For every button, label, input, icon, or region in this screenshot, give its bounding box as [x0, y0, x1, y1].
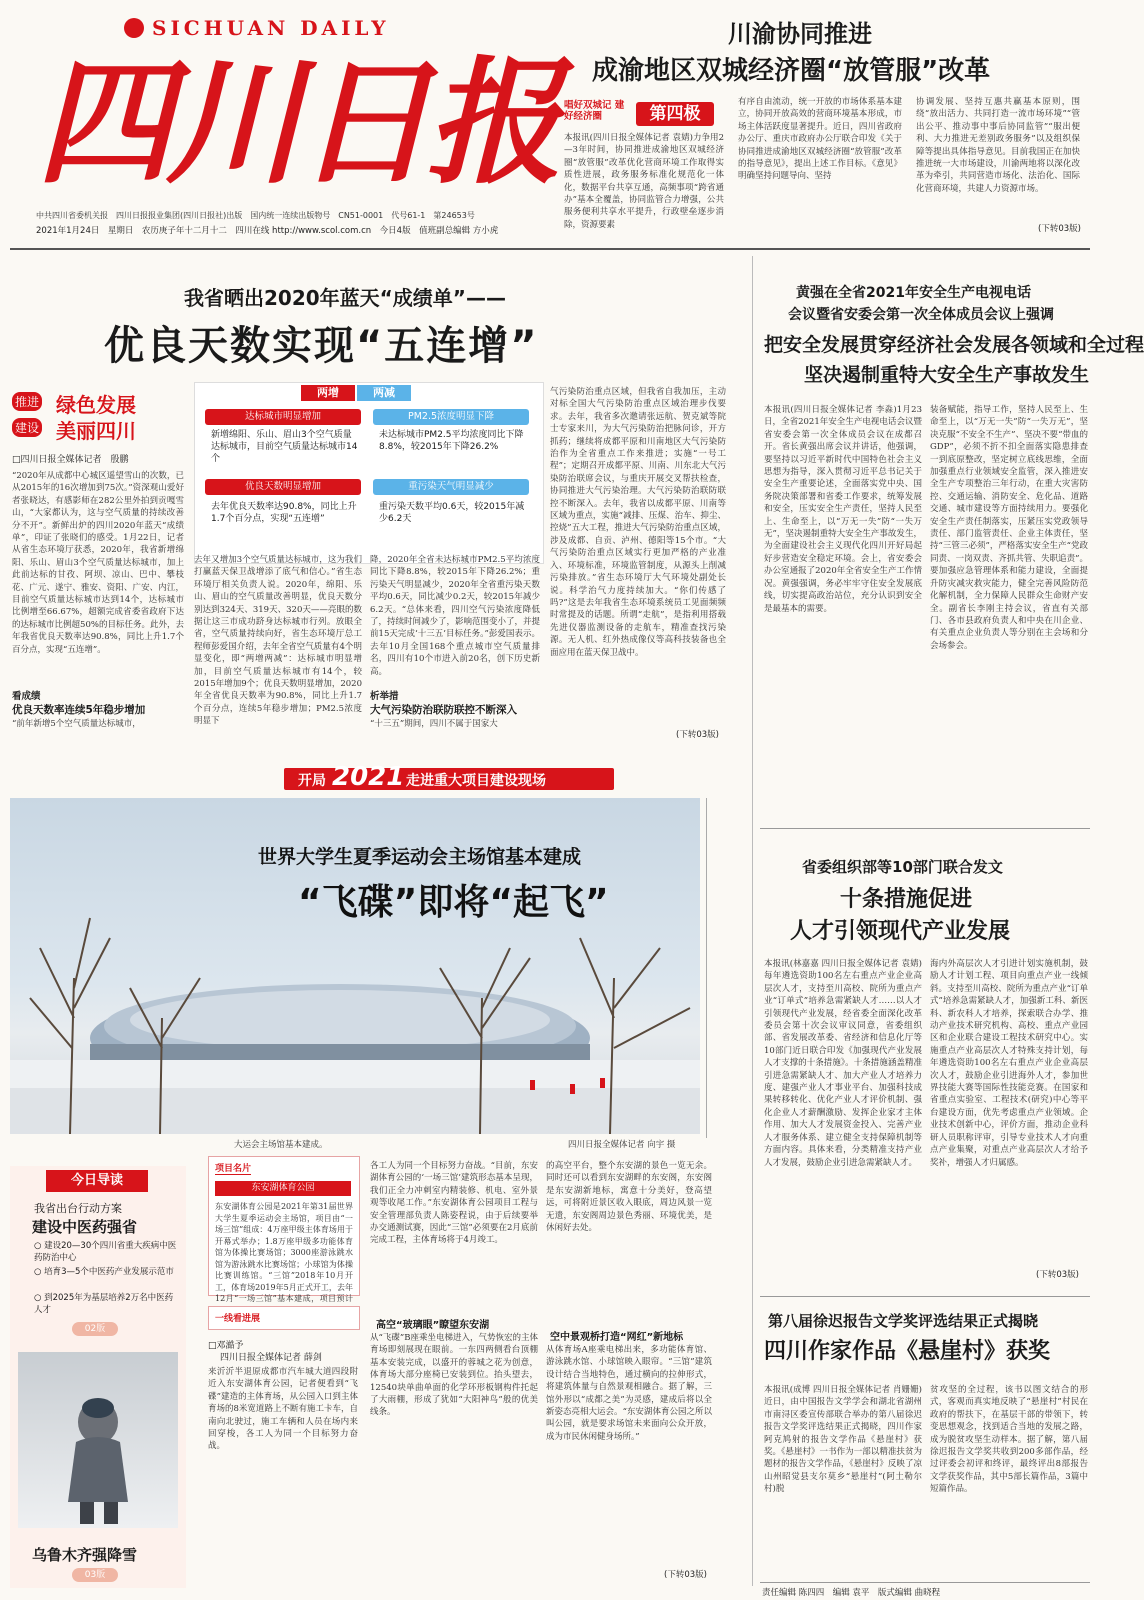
main-story-column-4: 气污染防治重点区域，但我省自我加压，主动对标全国大气污染防治重点区域治理步伐要求。去年，我省多次邀请张远航、贺克斌等院士专家来川，为大气污染防治把脉问诊，开方抓药；继续将成都平原和川南地区大气污染防治作为全省重点工作来推进；实施“一号工程”；定期召开成都平原、川南、川东北大气污染防治联席会议，与重庆开展交叉帮扶检查，协同推进大气污染治理。大气污染防治联防联控不断深入。去年，我省以成都平原、川南等区域为重点，实施“减排、压煤、治车、抑尘、控烧”五大工程，推进大气污染防治重点区域，涉及成都、自贡、泸州、德阳等15个市。“大气污染防治重点区域实行更加严格的产业准入、环境标准，环境监管制度，从源头上削减污染排放。”省生态环境厅大气环境处副处长说。科学治气力度持续加大。“你们传感了吗?”这是去年我省生态环境系统员工见面频频时常提及的话题。所谓“走航”，是指利用搭载先进仪器监测设备的走航车，精准查找污染源。无人机、红外热成像仪等高科技装备也全面应用在蓝天保卫战中。: [550, 387, 726, 658]
infographic-tab-decrease: 两减: [357, 385, 411, 401]
safety-column-2: 装备赋能，指导工作，坚持人民至上、生命至上，以“万无一失”防“一失万无”，坚决克服“不安全不生产”、坚决不要“带血的GDP”，必须不折不扣全面落实隐患排查一到底原整改，坚定树立底线思维，全面加强重点行业领域安全监管，深入推进安全生产专项整治三年行动，在重大灾害防控、交通运输、消防安全、危化品、道路交通、城市建设等方面持续用力。要强化安全生产责任制落实，压紧压实党政领导责任、部门监管责任、企业主体责任，坚持“三管三必须”，严格落实安全生产“党政同责、一岗双责、齐抓共管、失职追责”。要加强应急管理体系和能力建设，全面提升防灾减灾救灾能力，健全完善风险防范化解机制，全力保障人民群众生命财产安全。副省长李刚主持会议，省直有关部门、各市县政府负责人和中央在川企业、有关重点企业负责人等分别在主会场和分会场参会。: [930, 405, 1088, 651]
main-story-sub-1-title: 优良天数率连续5年稳步增加: [12, 704, 146, 716]
progress-label-box: [208, 1306, 360, 1330]
banner-pre: 开局: [298, 773, 326, 789]
today-guide-header: 今日导读: [46, 1170, 148, 1192]
guide-item-1-page-badge[interactable]: 02版: [72, 1322, 118, 1336]
main-story-sub-2: 大气污染防治联防联控不断深入: [370, 704, 517, 716]
main-story: [8, 256, 744, 756]
safety-column-1: 本报讯(四川日报全媒体记者 李淼)1月23日，全省2021年安全生产电视电话会议暨省安委会第一次全体成员会议在成都召开。省长黄强出席会议并讲话，他强调，要坚持以习近平新时代中国特色社会主义思想为指导，深入贯彻习近平总书记关于安全生产重要论述，全面落实党中央、国务院决策部署和省委工作要求，统筹发展和安全，压实安全生产责任，坚持人民至上、生命至上，以“万无一失”防“一失万无”，坚决遏制重特大安全生产事故发生，为全面建设社会主义现代化四川开好局起好步营造安全稳定环境。会上，省安委会办公室通报了2020年全省安全生产工作情况。黄强强调，务必牢牢守住安全发展底线，切实提高政治站位，充分认识到安全是最基本的需要。: [764, 405, 922, 614]
masthead-brand-cn: 四川日报: [36, 43, 556, 203]
infographic-box-1-text: 新增绵阳、乐山、眉山3个空气质量达标城市，目前空气质量达标城市14个: [211, 430, 358, 464]
talent-title-1: 十条措施促进: [840, 887, 973, 912]
project-sub-1: 高空“玻璃眼”瞭望东安湖: [376, 1320, 490, 1331]
main-story-turn-page: (下转03版): [676, 730, 719, 740]
award-kicker: 第八届徐迟报告文学奖评选结果正式揭晓: [768, 1312, 1039, 1330]
project-card-label: 项目名片: [215, 1161, 251, 1175]
talent-column-1: 本报讯(林嘉嘉 四川日报全媒体记者 袁婧)每年遴选资助100名左右重点产业企业高层次人才，支持至川高校、院所为重点产业“订单式”培养急需紧缺人才……以人才引领现代产业发展，经省委全面深化改革委员会第十次会议审议同意，省委组织部、省发展改革委、省经济和信息化厅等10部门近日联合印发《加强现代产业发展人才支撑的十条措施》。十条措施涵盖精准引进急需紧缺人才、加大产业人才培养力度、建强产业人才事业平台、加强科技成果转移转化、优化产业人才评价机制、强化企业人才薪酬激励、发挥企业家才主体作用、加大人才发展资金投入、完善产业人才服务体系、建立健全支持保障机制等方面内容。具体来看，分类精准支持产业人才发展，鼓励企业引进急需紧缺人才。: [764, 959, 922, 1168]
guide-item-1-bullet-1: ○ 建设20—30个四川省重大疾病中医药防治中心: [34, 1241, 177, 1263]
project-card-name: 东安湖体育公园: [215, 1181, 351, 1196]
label-push: 推进: [12, 392, 42, 411]
photo-title: “飞碟”即将“起飞”: [298, 882, 609, 923]
project-column-2b: 从“飞碟”B座乘坐电梯进入，气势恢宏的主体育场即刻展现在眼前。一东四两侧看台顶棚基本安装完成，以盛开的蓉城之花为创意，体育场大部分座椅已安装到位。抬头望去，12540块单曲单面的化学环形板钢构件托起了大雨棚，形成了犹如“大阳神鸟”般的优美线条。: [370, 1333, 538, 1418]
main-story-column-2: 去年又增加3个空气质量达标城市，这为我们打赢蓝天保卫战增添了底气和信心。”省生态环境厅相关负责人说。2020年，绵阳、乐山、眉山的空气质量改善明显，优良天数分别达到324天、319天、320天——亮眼的数据让这三市成功跻身达标城市行列。放眼全省，空气质量持续向好，省生态环境厅总工程师彭爱国介绍，去年全省空气质量有4个明显变化，即“两增两减”：达标城市明显增加，目前空气质量达标城市有14个，较2015年增加9个；优良天数明显增加，2020年全省优良天数率为90.8%，同比上升1.7个百分点，连续5年稳步增加；PM2.5浓度明显下: [194, 555, 362, 727]
project-card-text: 东安湖体育公园是2021年第31届世界大学生夏季运动会主场馆，项目由“一场三馆”组成：4万座甲级主体育场用于开幕式举办；1.8万座甲级多功能体育馆为体操比赛场馆；3000座游泳跳水馆为游泳跳水比赛场馆；小球馆为体操比赛训练馆。“三馆”2018年10月开工，体育场2019年5月正式开工，去年12月“一场三馆”基本建成，项目预计: [215, 1202, 353, 1303]
safety-kicker-1: 黄强在全省2021年安全生产电视电话: [796, 285, 1031, 301]
air-quality-infographic: [194, 382, 544, 564]
infographic-tab-increase: 两增: [301, 385, 355, 401]
masthead-divider: [10, 248, 1090, 250]
guide-item-1-kicker: 我省出台行动方案: [34, 1202, 122, 1215]
main-story-kicker: 我省晒出2020年蓝天“成绩单”——: [184, 286, 506, 310]
right-column-divider: [752, 256, 753, 1586]
talent-kicker: 省委组织部等10部门联合发文: [802, 858, 1003, 876]
masthead-brand-en: SICHUAN DAILY: [152, 16, 390, 40]
top-story-column-3: 协调发展、坚持互惠共赢基本原则，围绕“放出活力、共同打造一流市场环境”“管出公平、推动事中事后协同监管”“服出便利、大力推进无差别政务服务”以及组织保障等提出具体指导意见。目前我国正在加快推进统一大市场建设，川渝两地将以深化改革为牵引，共同营造市场化、法治化、国际化营商环境，共建人力资源市场。: [916, 97, 1080, 194]
safety-kicker-2: 会议暨省安委会第一次全体成员会议上强调: [788, 307, 1054, 323]
top-story-badge: 第四极: [636, 102, 714, 126]
award-column-1: 本报讯(成博 四川日报全媒体记者 肖姗姗)近日，由中国报告文学学会和湖北省湖州市南浔区委宣传部联合举办的第八届徐迟报告文学奖评选结果正式揭晓，四川作家阿克鸠射的报告文学作品《悬崖村》获奖。《悬崖村》一书作为一部以精准扶贫为题材的报告文学作品，《悬崖村》反映了凉山州昭觉县支尔莫乡“悬崖村”(阿土勒尔村)脱: [764, 1385, 922, 1495]
main-story-column-1: “2020年从成都中心城区遥望雪山的次数，已从2015年的16次增加到75次。”资深观山爱好者张晓达，有感影师在282公里外拍到贡嘎雪山，“大家都认为，这与空气质量的持续改善分不开”。新鲜出炉的四川2020年蓝天“成绩单”，印证了张晓们的感受。1月22日，记者从省生态环境厅获悉，2020年，我省新增绵阳、乐山、眉山3个空气质量达标城市，加上此前达标的甘孜、阿坝、凉山、巴中、攀枝花、广元、遂宁、雅安、资阳、广安、内江，目前空气质量达标城市达到14个，达标城市比例增至66.67%，超额完成省委省政府下达的达标城市比例超50%的目标任务。此外，去年我省优良天数率达90.8%，同比上升1.7个百分点，实现“五连增”。: [12, 471, 184, 655]
award-story: [760, 1300, 1100, 1560]
main-story-column-3: 降，2020年全省未达标城市PM2.5平均浓度同比下降8.8%，较2015年下降26.2%；重污染天气明显减少，2020年全省重污染天数平均0.6天，同比减少0.2天，较2015年减少6.2天。“总体来看，四川空气污染浓度降低了，持续时间减少了，影响范围变小了，并提前15天完成‘十三五’目标任务。”彭爱国表示。去年10月全国168个重点城市空气质量排名，四川有10个市进入前20名，创下历史新高。: [370, 555, 541, 677]
project-banner: [284, 762, 614, 792]
project-column-1: 来沂沂半退原成都市汽车城大道四段附近入东安湖体育公园，记者便看到“飞碟”建造的主体育场，从公园入口到主体育场的8米宽道路上不断有施工卡车，自南向北驶过，施工车辆和人员在场内来回穿梭，各工人为同一个目标努力奋战。: [208, 1367, 358, 1452]
snow-photo: [18, 1352, 178, 1528]
top-story-turn-page: (下转03版): [1038, 224, 1081, 234]
project-byline-2: 四川日报全媒体记者 薛剑: [220, 1353, 322, 1363]
top-story-badge-small: 唱好双城记 建好经济圈: [564, 100, 625, 122]
top-story-headline-1: 川渝协同推进: [728, 20, 872, 48]
project-card: [208, 1156, 360, 1303]
label-build: 建设: [12, 418, 42, 437]
main-story-byline: □四川日报全媒体记者 殷鹏: [12, 455, 129, 465]
safety-title-1: 把安全发展贯穿经济社会发展各领域和全过程: [764, 334, 1144, 356]
safety-divider: [760, 828, 1090, 829]
banner-year: 2021: [332, 762, 405, 792]
guide-item-1-title[interactable]: 建设中医药强省: [32, 1218, 138, 1236]
infographic-box-4-title: 重污染天气明显减少: [373, 479, 529, 495]
masthead: [12, 10, 572, 242]
photo-frame-right: [706, 798, 707, 1138]
masthead-info-line-1: 中共四川省委机关报 四川日报报业集团(四川日报社)出版 国内统一连续出版物号 CN51-0001 代号61-1 第24653号: [36, 211, 475, 220]
infographic-box-2-title: PM2.5浓度明显下降: [373, 409, 529, 425]
top-story: [560, 8, 1100, 244]
project-column-3: 的高空平台，整个东安湖的景色一览无余。同时还可以看到东安湖畔的东安阁，东安阁是东安湖新地标，寓意十分美好，登高望远，可将附近景区收入眼底，周边风景一览无遗，东安阁周边景色秀丽、环境优美，是休闲好去处。: [546, 1161, 712, 1234]
footer-divider: [760, 1582, 1090, 1583]
top-story-column-1: 本报讯(四川日报全媒体记者 袁婧)力争用2—3年时间，协同推进成渝地区双城经济圈“放管服”改革优化营商环境工作取得实质性进展，政务服务标准化规范化一体化，数据平台共享互通，高频事项“跨省通办”基本全覆盖，协同监管合力增强，公共服务便利共享水平提升，行政壁垒逐步消除，资源要素: [564, 133, 724, 230]
infographic-box-2-text: 未达标城市PM2.5平均浓度同比下降8.8%，较2015年下降26.2%: [379, 430, 524, 452]
talent-column-2: 海内外高层次人才引进计划实施机制，鼓励人才计划工程、项目向重点产业一线倾斜。支持至川高校、院所为重点产业“订单式”培养急需紧缺人才，加强新工科、新医科、新农科人才培养，探索联合办学、推动产业技术研究机构、高校、重点产业园区和企业联合建设工程技术研究中心。实施重点产业高层次人才特殊支持计划，每年遴选资助100名左右重点产业企业高层次人才，鼓励企业引进海外人才，参加世界技能大赛等国际性技能竞赛。在国家和省重点实验室、工程技术(研究)中心等平台建设方面，优先考虑重点产业领域。企业技术创新中心，评价方面，推动企业科研人员职称评审，引导专业技术人才向重点产业集聚，对重点产业高层次人才给予奖补，增强人才归属感。: [930, 959, 1088, 1168]
award-column-2: 贫攻坚的全过程，该书以图文结合的形式，客观而真实地反映了“悬崖村”村民在政府的帮扶下，在基层干部的带领下，转变思想观念，找到适合当地的发展之路，成为脱贫攻坚生动样本。据了解，第八届徐迟报告文学奖共收到200多部作品，经过评委会初评和终评，最终评出8部报告文学获奖作品，其中5部长篇作品，3篇中短篇作品。: [930, 1385, 1088, 1495]
talent-title-2: 人才引领现代产业发展: [790, 919, 1011, 944]
main-story-column-3-tail: “十三五”期间，四川不属于国家大: [370, 719, 498, 729]
guide-item-2-title[interactable]: 乌鲁木齐强降雪: [32, 1546, 138, 1564]
footer-editors: 责任编辑 陈四四 编辑 袁平 版式编辑 曲晓程: [762, 1588, 941, 1598]
infographic-box-3-title: 优良天数明显增加: [205, 479, 361, 495]
main-story-title: 优良天数实现“五连增”: [104, 323, 539, 369]
project-column-2: 各工人为同一个目标努力奋战。“目前，东安湖体育公园的‘一场三馆’建筑形态基本呈现，我们正全力冲刺室内精装修、机电、室外景观等收尾工作。”东安湖体育公园项目工程与安全管理部负责人陈姿程说，由于后续要举办交通测试赛，因此“三馆”必须要在2月底前完成工程，主体育场将于4月竣工。: [370, 1161, 538, 1246]
main-story-sub-1: 看成绩: [12, 691, 41, 702]
talent-turn-page: (下转03版): [1036, 1270, 1079, 1280]
project-turn-page: (下转03版): [664, 1570, 707, 1580]
masthead-emblem-icon: [124, 18, 144, 38]
project-sub-2: 空中景观桥打造“网红”新地标: [550, 1332, 684, 1343]
main-story-column-1-tail: “前年新增5个空气质量达标城市，: [12, 719, 141, 729]
guide-item-1-bullet-2: ○ 培育3—5个中医药产业发展示范市: [34, 1267, 174, 1277]
label-green-development: 绿色发展: [56, 393, 136, 417]
guide-item-2-page-badge[interactable]: 03版: [72, 1568, 118, 1582]
photo-kicker: 世界大学生夏季运动会主场馆基本建成: [258, 846, 582, 868]
today-guide-sidebar: [10, 1166, 186, 1588]
green-development-label: [12, 392, 182, 444]
snow-photo-svg: [18, 1352, 178, 1528]
infographic-box-1-title: 达标城市明显增加: [205, 409, 361, 425]
top-story-headline-2: 成渝地区双城经济圈“放管服”改革: [592, 56, 991, 86]
progress-label: 一线看进展: [215, 1314, 261, 1324]
award-title: 四川作家作品《悬崖村》获奖: [764, 1339, 1051, 1364]
stadium-photo: [10, 798, 700, 1134]
safety-title-2: 坚决遏制重特大安全生产事故发生: [804, 364, 1090, 386]
safety-story: [760, 256, 1144, 816]
top-story-column-2: 有序自由流动，统一开放的市场体系基本建立，协同开放高效的营商环境基本形成，市场主体活跃度显著提升。近日，四川省政府办公厅、重庆市政府办公厅联合印发《关于协同推进成渝地区双城经济圈“放管服”改革的指导意见》，提出上述工作目标。《意见》明确坚持问题导向、坚持: [738, 97, 902, 182]
photo-caption: 大运会主场馆基本建成。: [234, 1140, 328, 1150]
label-beautiful-sichuan: 美丽四川: [56, 419, 136, 443]
infographic-box-4-text: 重污染天数平均0.6天，较2015年减少6.2天: [379, 502, 525, 524]
main-story-sub-2-title: 析举措: [370, 691, 399, 702]
banner-post: 走进重大项目建设现场: [406, 773, 546, 789]
talent-story: [760, 832, 1100, 1292]
photo-credit: 四川日报全媒体记者 向宇 摄: [568, 1140, 676, 1150]
talent-divider: [760, 1296, 1090, 1297]
project-byline: □邓澔予: [208, 1341, 244, 1351]
project-column-3b: 从体育场A座乘电梯出来，多功能体育馆、游泳跳水馆、小球馆映入眼帘。“三馆”建筑设计结合当地特色，通过横向的拉伸形式，将建筑体量与自然景观相融合。据了解，三馆外形以“成都之美”为灵感，建成后将以全新姿态亮相大运会。“东安湖体育公园之所以叫公园，就是要求场馆未来面向公众开放，成为市民休闲健身场所。”: [546, 1345, 712, 1442]
infographic-box-3-text: 去年优良天数率达90.8%，同比上升1.7个百分点，实现“五连增”: [211, 502, 357, 524]
guide-item-1-bullet-3: ○ 到2025年为基层培养2万名中医药人才: [34, 1293, 174, 1315]
masthead-info-line-2: 2021年1月24日 星期日 农历庚子年十二月十二 四川在线 http://www.scol.com.cn 今日4版 值班副总编辑 方小虎: [36, 226, 499, 236]
